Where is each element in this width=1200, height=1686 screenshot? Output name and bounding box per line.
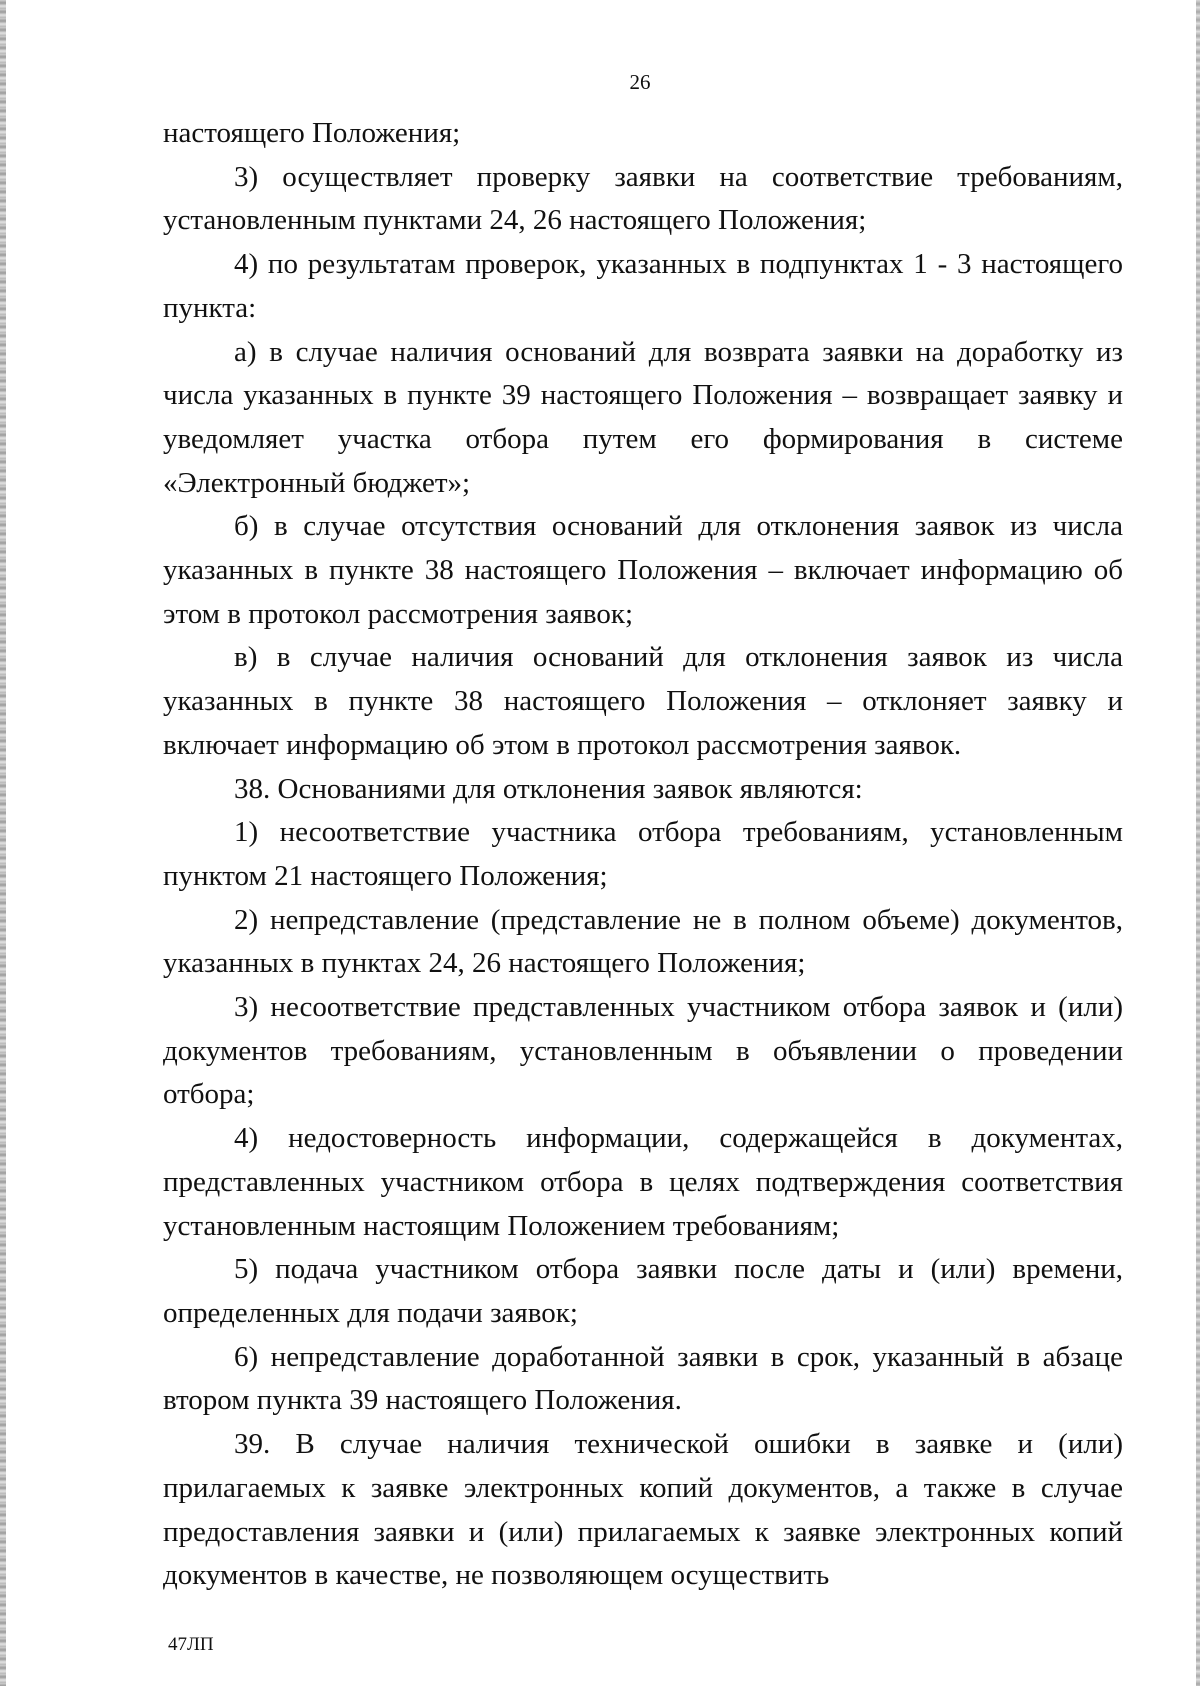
paragraph-clause-38-item-4: 4) недостоверность информации, содержащейся в документах, представленных участником отбора в целях подтверждения соответствия установленным настоящим Положением требованиям; bbox=[163, 1122, 1123, 1242]
paragraph-clause-38-item-5: 5) подача участником отбора заявки после даты и (или) времени, определенных для подачи заявок; bbox=[163, 1253, 1123, 1329]
paragraph-subitem-v: в) в случае наличия оснований для отклонения заявок из числа указанных в пункте 38 настоящего Положения – отклоняет заявку и включает информацию об этом в протокол рассмотрения заявок. bbox=[163, 641, 1123, 761]
paragraph-item-3-check: 3) осуществляет проверку заявки на соответствие требованиям, установленным пунктами 24, 26 настоящего Положения; bbox=[163, 160, 1123, 237]
paragraph-clause-38: 38. Основаниями для отклонения заявок являются: bbox=[234, 772, 863, 805]
paragraph-clause-38-item-6: 6) непредставление доработанной заявки в срок, указанный в абзаце втором пункта 39 настоящего Положения. bbox=[163, 1340, 1123, 1417]
paragraph-clause-38-item-3: 3) несоответствие представленных участником отбора заявок и (или) документов требованиям, установленным в объявлении о проведении отбора; bbox=[163, 991, 1123, 1111]
paragraph-item-4-results: 4) по результатам проверок, указанных в подпунктах 1 - 3 настоящего пункта: bbox=[163, 248, 1123, 324]
paragraph-subitem-a: а) в случае наличия оснований для возврата заявки на доработку из числа указанных в пункте 39 настоящего Положения – возвращает заявку и уведомляет участка отбора путем его формирования в системе «Электронный бюджет»; bbox=[163, 335, 1123, 499]
paragraph-clause-38-item-2: 2) непредставление (представление не в полном объеме) документов, указанных в пунктах 24, 26 настоящего Положения; bbox=[163, 903, 1123, 980]
document-body bbox=[163, 112, 1123, 1598]
paragraph-clause-38-item-1: 1) несоответствие участника отбора требованиям, установленным пунктом 21 настоящего Положения; bbox=[163, 816, 1123, 892]
footer-document-code: 47ЛП bbox=[168, 1634, 214, 1655]
page-number: 26 bbox=[629, 70, 651, 94]
paragraph-subitem-b: б) в случае отсутствия оснований для отклонения заявок из числа указанных в пункте 38 настоящего Положения – включает информацию об этом в протокол рассмотрения заявок; bbox=[163, 510, 1123, 630]
scan-edge-left bbox=[0, 0, 6, 1686]
paragraph-clause-39: 39. В случае наличия технической ошибки в заявке и (или) прилагаемых к заявке электронных копий документов, а также в случае предоставления заявки и (или) прилагаемых к заявке электронных копий документов в качестве, не позволяющем осуществить bbox=[163, 1428, 1123, 1592]
scan-edge-right bbox=[1196, 0, 1200, 1686]
paragraph-continuation: настоящего Положения; bbox=[163, 117, 461, 149]
